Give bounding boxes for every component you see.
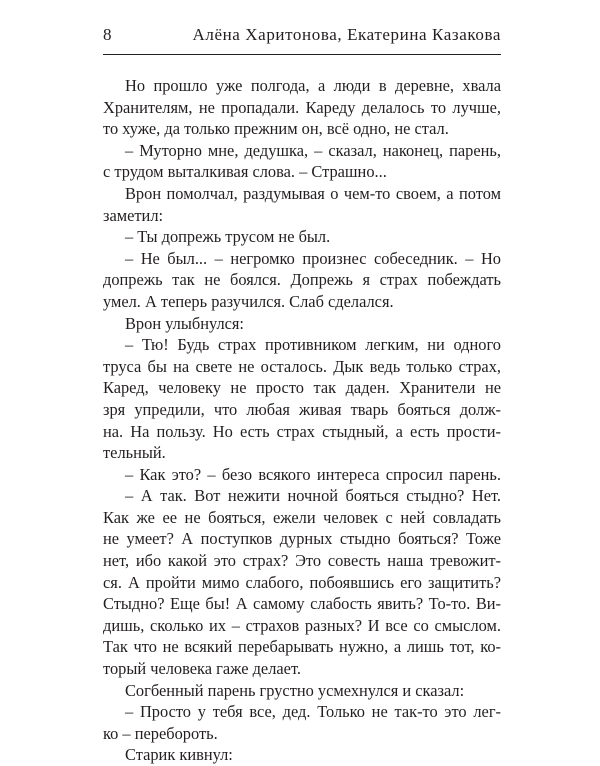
text-line: то хуже, да только прежним он, всё одно, не стал.	[103, 119, 449, 139]
text-line: зря упредили, что любая живая тварь бояться долж-	[103, 399, 501, 419]
running-title: Алёна Харитонова, Екатерина Казакова	[192, 25, 501, 44]
text-line: Врон помолчал, раздумывая о чем-то своем, а потом	[125, 183, 501, 203]
text-line: – Просто у тебя все, дед. Только не так-то это лег-	[125, 702, 501, 722]
text-line: умел. А теперь разучился. Слаб сделался.	[103, 291, 394, 311]
page-number: 8	[103, 25, 112, 44]
text-line: Хранителям, не пропадали. Кареду делалось то лучше,	[103, 97, 501, 117]
page-text	[103, 75, 501, 766]
text-line: Как же ее не бояться, ежели человек с ней совладать	[103, 507, 501, 527]
text-line: заметил:	[103, 205, 164, 225]
text-line: тельный.	[103, 443, 166, 463]
text-line: не умеет? А поступков дурных стыдно бояться? Тоже	[103, 529, 501, 549]
text-line: Так что не всякий перебарывать нужно, а лишь тот, ко-	[103, 637, 501, 657]
text-line: Стыдно? Еще бы! А самому слабость явить? То-то. Ви-	[103, 594, 501, 614]
text-line: – Ты допрежь трусом не был.	[125, 227, 331, 247]
text-line: допрежь так не боялся. Допрежь я страх побеждать	[103, 270, 501, 290]
text-line: Но прошло уже полгода, а люди в деревне, хвала	[125, 76, 501, 95]
text-line: Старик кивнул:	[125, 745, 233, 765]
text-line: на. На пользу. Но есть страх стыдный, а есть прости-	[103, 421, 501, 441]
text-line: – Тю! Будь страх противником легким, ни одного	[125, 335, 501, 355]
text-line: ся. А пройти мимо слабого, побоявшись его защитить?	[103, 572, 501, 592]
text-line: – Как это? – безо всякого интереса спросил парень.	[125, 464, 501, 484]
text-line: с трудом выталкивая слова. – Страшно...	[103, 162, 387, 182]
text-line: дишь, сколько их – страхов разных? И все со смыслом.	[103, 615, 501, 635]
text-line: нет, ибо какой это страх? Это совесть наша тревожит-	[103, 551, 501, 571]
text-line: Согбенный парень грустно усмехнулся и сказал:	[125, 680, 465, 700]
text-line: труса бы на свете не осталось. Дык ведь только страх,	[103, 356, 501, 376]
text-line: Каред, человеку не просто так даден. Хранители не	[103, 378, 501, 398]
text-line: Врон улыбнулся:	[125, 313, 244, 333]
running-header	[103, 24, 501, 55]
text-line: – Не был... – негромко произнес собеседник. – Но	[125, 248, 501, 268]
text-line: торый человека гаже делает.	[103, 659, 301, 679]
text-line: ко – перебороть.	[103, 723, 218, 743]
text-line: – Муторно мне, дедушка, – сказал, наконец, парень,	[125, 140, 501, 160]
text-line: – А так. Вот нежити ночной бояться стыдно? Нет.	[125, 486, 501, 506]
